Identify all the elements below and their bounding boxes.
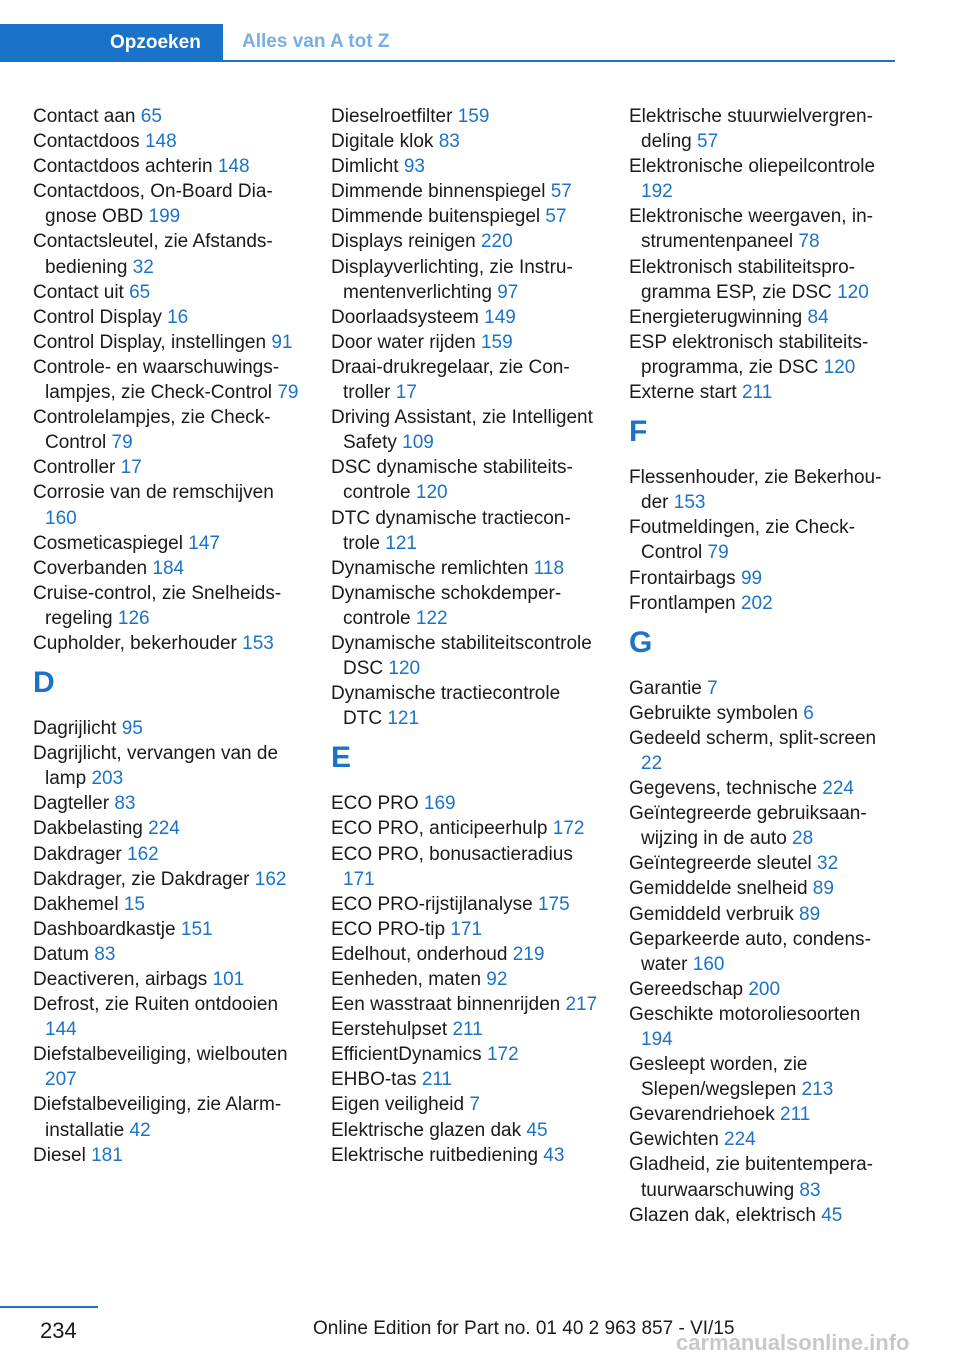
index-term: ECO PRO, anticipeerhulp [331,818,553,840]
page-link[interactable]: 89 [812,878,834,900]
index-term: Dagrijlicht, vervangen van de lamp [33,743,279,790]
page-link[interactable]: 153 [242,632,274,654]
page-link[interactable]: 118 [533,557,565,579]
index-entry [629,154,897,204]
index-term: Contactsleutel, zie Afstandsbediening [33,231,273,278]
index-term: Elektronische weergaven, instrumentenpaneel [629,206,873,253]
index-term: Gebruikte symbolen [629,702,804,724]
index-term: Contactdoos achterin [33,156,218,178]
index-term: Gewichten [629,1129,725,1151]
page-link[interactable]: 219 [512,943,545,965]
index-entry [33,741,303,791]
index-term: ECO PRO, bonusactieradius [331,843,573,865]
page-link[interactable]: 79 [111,432,133,454]
page-link[interactable]: 159 [457,106,490,127]
index-entry [331,581,601,631]
index-term: Externe start [629,382,742,404]
index-entry [629,1002,897,1052]
page-link[interactable]: 217 [565,994,598,1016]
index-term: Control Display [33,306,168,328]
page-link[interactable]: 162 [254,868,287,890]
index-entry [33,1042,303,1092]
index-entry [331,967,601,992]
page-link[interactable]: 17 [120,457,142,479]
index-entry [33,992,303,1042]
index-term: Dimlicht [331,156,404,178]
page-link[interactable]: 28 [792,828,814,850]
tab-opzoeken[interactable]: Opzoeken [0,24,223,62]
index-term: Dagrijlicht [33,718,122,740]
index-entry [331,942,601,967]
index-entry [629,801,897,851]
index-entry [33,556,303,581]
index-entry [331,1143,601,1168]
index-term: Elektrische stuurwielvergrendeling [629,106,873,153]
index-entry [331,791,601,816]
index-term: Een wasstraat binnenrijden [331,994,566,1016]
index-entry [33,1092,303,1142]
index-term: Dakdrager, zie Dakdrager [33,868,255,890]
index-term: Contact aan [33,106,141,127]
page-link[interactable]: 83 [438,131,460,153]
index-term: DSC dynamische stabiliteitscontrole [331,457,573,504]
index-term: Dimmende buitenspiegel [331,206,546,228]
index-entry [629,255,897,305]
index-entry [33,917,303,942]
index-entry [33,816,303,841]
page-link[interactable]: 83 [799,1179,821,1201]
page-link[interactable]: 184 [152,557,185,579]
page-link[interactable]: 79 [277,382,299,404]
index-entry [629,676,897,701]
index-entry [629,104,897,154]
index-term: Gedeeld scherm, split-screen [629,727,877,749]
index-entry [33,229,303,279]
page-link[interactable]: 93 [403,156,425,178]
index-entry [33,305,303,330]
index-term: Geparkeerde auto, condenswater [629,928,871,975]
page-link[interactable]: 151 [180,918,213,940]
page-number: 234 [40,1318,77,1343]
page-link[interactable]: 199 [148,206,181,228]
index-term: Gereedschap [629,978,749,1000]
index-entry [33,330,303,355]
page-link[interactable]: 171 [450,918,483,940]
index-entry [331,631,601,681]
index-term: Geïntegreerde sleutel [629,853,818,875]
page-link[interactable]: 211 [780,1104,811,1126]
index-term: Doorlaadsysteem [331,306,485,328]
index-term: Coverbanden [33,557,153,579]
index-entry [331,154,601,179]
page-link[interactable]: 147 [188,532,220,554]
index-entry [331,917,601,942]
index-entry [33,355,303,405]
page-link[interactable]: 16 [167,306,189,328]
index-entry [33,892,303,917]
index-column-3 [629,104,897,1228]
index-term: Diesel [33,1144,92,1166]
index-term: EHBO-tas [331,1069,422,1091]
page-link[interactable]: 120 [388,658,421,680]
index-entry [331,681,601,731]
index-entry [33,842,303,867]
index-term: ECO PRO-rijstijlanalyse [331,893,538,915]
index-term: Door water rijden [331,331,481,353]
index-entry [629,1152,897,1202]
page-link[interactable]: 45 [526,1119,548,1141]
index-term: ESP elektronisch stabiliteitsprogramma, zie DSC [629,331,869,378]
index-term: Elektronische oliepeilcontrole [629,156,876,178]
page-link[interactable]: 203 [91,768,124,790]
page-link[interactable]: 202 [740,592,773,614]
index-entry [33,455,303,480]
index-term: Gemiddelde snelheid [629,878,813,900]
page-link[interactable]: 121 [385,532,417,554]
index-entry [629,330,897,380]
page-link[interactable]: 220 [480,231,513,253]
page-link[interactable]: 153 [673,492,706,514]
index-entry [331,842,601,892]
index-term: Elektronisch stabiliteitsprogramma ESP, zie DSC [629,256,855,303]
index-term: Contactdoos [33,131,145,153]
page-link[interactable]: 120 [415,482,448,504]
page-link[interactable]: 109 [402,432,434,454]
page-link[interactable]: 65 [129,281,151,303]
index-entry [331,330,601,355]
index-entry [33,129,303,154]
tab-alles-van-a-tot-z[interactable]: Alles van A tot Z [242,31,390,52]
section-letter-e: E [331,741,352,775]
index-term: Draai-drukregelaar, zie Controller [331,356,570,404]
page-link[interactable]: 211 [452,1019,483,1041]
section-letter-f: F [629,415,648,449]
index-entry [629,851,897,876]
page-link[interactable]: 22 [641,752,663,774]
index-term: Dimmende binnenspiegel [331,181,551,203]
index-term: Dakbelasting [33,818,149,840]
index-entry [33,280,303,305]
index-term: Defrost, zie Ruiten ontdooien [33,994,279,1016]
page-link[interactable]: 42 [129,1119,151,1141]
index-term: Controle- en waarschuwingslampjes, zie Check-Control [33,356,280,404]
page-link[interactable]: 95 [121,718,143,740]
page-link[interactable]: 172 [486,1044,519,1066]
section-letter-d: D [33,666,55,700]
page-link[interactable]: 6 [803,702,814,724]
index-entry [33,631,303,656]
index-term: Gladheid, zie buitentemperatuurwaarschuwing [629,1154,873,1201]
index-entry [331,455,601,505]
index-entry [331,1118,601,1143]
index-term: ECO PRO-tip [331,918,451,940]
index-entry [331,355,601,405]
index-entry [33,405,303,455]
index-term: Controller [33,457,121,479]
index-term: Garantie [629,677,708,699]
watermark: carmanualsonline.info [676,1330,910,1355]
index-column-1 [33,104,303,1168]
index-term: Dynamische tractiecontrole DTC [331,683,561,730]
page-link[interactable]: 224 [724,1129,756,1151]
index-entry [629,977,897,1002]
index-term: Controlelampjes, zie Check-Control [33,407,271,454]
page-link[interactable]: 159 [480,331,513,353]
index-entry [33,480,303,530]
index-term: Gegevens, technische [629,778,823,800]
page-link[interactable]: 89 [799,903,821,925]
index-entry [331,892,601,917]
index-entry [331,255,601,305]
index-entry [331,1042,601,1067]
index-entry [33,791,303,816]
page-link[interactable]: 181 [91,1144,123,1166]
index-term: Diefstalbeveiliging, zie Alarminstallatie [33,1094,282,1141]
page-link[interactable]: 224 [148,818,180,840]
index-entry [629,726,897,776]
index-term: Datum [33,943,95,965]
page-link[interactable]: 148 [217,156,250,178]
index-entry [629,701,897,726]
index-entry [331,1092,601,1117]
page-link[interactable]: 57 [697,131,719,153]
page-link[interactable]: 101 [212,969,245,990]
index-entry [331,104,601,129]
index-entry [629,1203,897,1228]
index-term: Cruise-control, zie Snelheidsregeling [33,582,282,629]
index-entry [331,556,601,581]
index-entry [331,129,601,154]
index-entry [33,716,303,741]
index-entry [629,591,897,616]
index-entry [629,876,897,901]
page-link[interactable]: 83 [94,943,116,965]
index-term: Frontlampen [629,592,741,614]
page-link[interactable]: 148 [144,131,177,153]
page-link[interactable]: 83 [114,793,136,815]
page-link[interactable]: 144 [45,1019,77,1041]
page-link[interactable]: 211 [421,1069,453,1091]
index-entry [331,405,601,455]
index-entry [33,967,303,992]
page-link[interactable]: 207 [45,1069,77,1091]
page-link[interactable]: 121 [387,708,420,730]
tab-underline [0,60,895,62]
index-term: Contact uit [33,281,130,303]
page-link[interactable]: 194 [641,1029,673,1050]
index-term: Dakdrager [33,843,127,865]
page-link[interactable]: 32 [817,853,839,875]
index-entry [331,992,601,1017]
index-entry [629,1127,897,1152]
index-entry [33,531,303,556]
index-term: Dakhemel [33,893,124,915]
index-term: Driving Assistant, zie Intelligent Safety [331,407,593,454]
index-term: Digitale klok [331,131,439,153]
page-link[interactable]: 171 [343,868,375,890]
index-entry [33,581,303,631]
index-term: Flessenhouder, zie Bekerhouder [629,467,882,514]
index-entry [331,229,601,254]
page-link[interactable]: 97 [497,281,519,303]
index-term: Elektrische glazen dak [331,1119,527,1141]
index-term: Gesleept worden, zie Slepen/wegslepen [629,1054,808,1101]
index-entry [331,506,601,556]
index-entry [33,867,303,892]
section-letter-g: G [629,625,653,659]
index-entry [331,1017,601,1042]
index-term: Displays reinigen [331,231,481,253]
page-link[interactable]: 200 [748,978,781,1000]
index-term: Deactiveren, airbags [33,969,213,990]
page-link[interactable]: 213 [801,1079,834,1101]
index-term: Contactdoos, On-Board Diagnose OBD [33,181,273,228]
index-entry [629,204,897,254]
index-entry [331,204,601,229]
page-link[interactable]: 120 [837,281,869,303]
index-entry [629,465,897,515]
index-term: Dashboardkastje [33,918,181,940]
index-column-2 [331,104,601,1168]
page-link[interactable]: 172 [552,818,585,840]
index-term: ECO PRO [331,793,424,815]
page-link[interactable]: 162 [127,843,159,865]
index-term: Edelhout, onderhoud [331,943,513,965]
index-term: Cupholder, bekerhouder [33,632,243,654]
index-term: Elektrische ruitbediening [331,1144,544,1166]
index-entry [629,902,897,927]
page-link[interactable]: 78 [798,231,820,253]
index-entry [629,566,897,591]
index-entry [629,515,897,565]
page-link[interactable]: 160 [692,953,725,975]
edition-note: Online Edition for Part no. 01 40 2 963 857 - VI/15 [313,1318,735,1339]
index-term: Glazen dak, elektrisch [629,1204,822,1226]
index-entry [33,179,303,229]
page-link[interactable]: 91 [271,331,293,353]
page-link[interactable]: 120 [823,356,856,378]
index-entry [331,179,601,204]
index-term: DTC dynamische tractiecontrole [331,507,571,554]
index-term: Geïntegreerde gebruiksaanwijzing in de auto [629,803,867,850]
index-term: EfficientDynamics [331,1044,487,1066]
index-term: Eigen veiligheid [331,1094,470,1116]
page-link[interactable]: 211 [742,382,773,404]
index-term: Dynamische schokdempercontrole [331,582,562,629]
page-link[interactable]: 79 [707,542,729,564]
page-link[interactable]: 84 [807,306,829,328]
index-term: Geschikte motoroliesoorten [629,1003,861,1025]
index-entry [331,816,601,841]
page-link[interactable]: 99 [740,567,763,589]
index-entry [629,1052,897,1102]
page-link[interactable]: 92 [486,969,508,990]
index-entry [33,154,303,179]
page-link[interactable]: 160 [45,507,77,529]
index-term: Frontairbags [629,567,741,589]
index-entry [629,380,897,405]
page-link[interactable]: 169 [423,793,456,815]
index-entry [629,927,897,977]
index-entry [629,1102,897,1127]
index-term: Dynamische stabiliteitscontrole DSC [331,632,592,680]
page-link[interactable]: 43 [543,1144,565,1166]
page-link[interactable]: 57 [550,181,572,203]
index-entry [629,776,897,801]
footer-rule [0,1306,98,1308]
index-term: Gemiddeld verbruik [629,903,800,925]
index-term: Energieterugwinning [629,306,808,328]
index-term: Diefstalbeveiliging, wielbouten [33,1044,288,1066]
index-entry [331,1067,601,1092]
page-link[interactable]: 7 [707,677,718,699]
page-link[interactable]: 32 [132,256,154,278]
page-link[interactable]: 7 [469,1094,480,1116]
index-entry [33,1143,303,1168]
page-link[interactable]: 149 [484,306,516,328]
index-term: Eenheden, maten [331,969,487,990]
index-term: Dagteller [33,793,115,815]
index-entry [629,305,897,330]
page-link[interactable]: 224 [822,778,854,800]
index-entry [331,305,601,330]
page-link[interactable]: 15 [123,893,145,915]
page-link[interactable]: 17 [395,382,417,404]
index-entry [33,942,303,967]
index-term: Dynamische remlichten [331,557,534,579]
page-link[interactable]: 65 [140,106,162,127]
index-term: Gevarendriehoek [629,1104,781,1126]
index-term: Cosmeticaspiegel [33,532,189,554]
page-link[interactable]: 126 [117,607,150,629]
index-term: Corrosie van de remschijven [33,482,274,504]
page-link[interactable]: 122 [415,607,448,629]
page-link[interactable]: 57 [545,206,567,228]
page-link[interactable]: 45 [821,1204,843,1226]
index-term: Dieselroetfilter [331,106,458,127]
index-term: Eerstehulpset [331,1019,453,1041]
index-entry [33,104,303,129]
index-term: Control Display, instellingen [33,331,272,353]
index-term: Displayverlichting, zie Instrumentenverlichting [331,256,573,303]
index-term: Foutmeldingen, zie Check-Control [629,517,855,564]
header-tab-bar [0,24,895,62]
page-link[interactable]: 192 [641,181,673,203]
page-link[interactable]: 175 [537,893,570,915]
